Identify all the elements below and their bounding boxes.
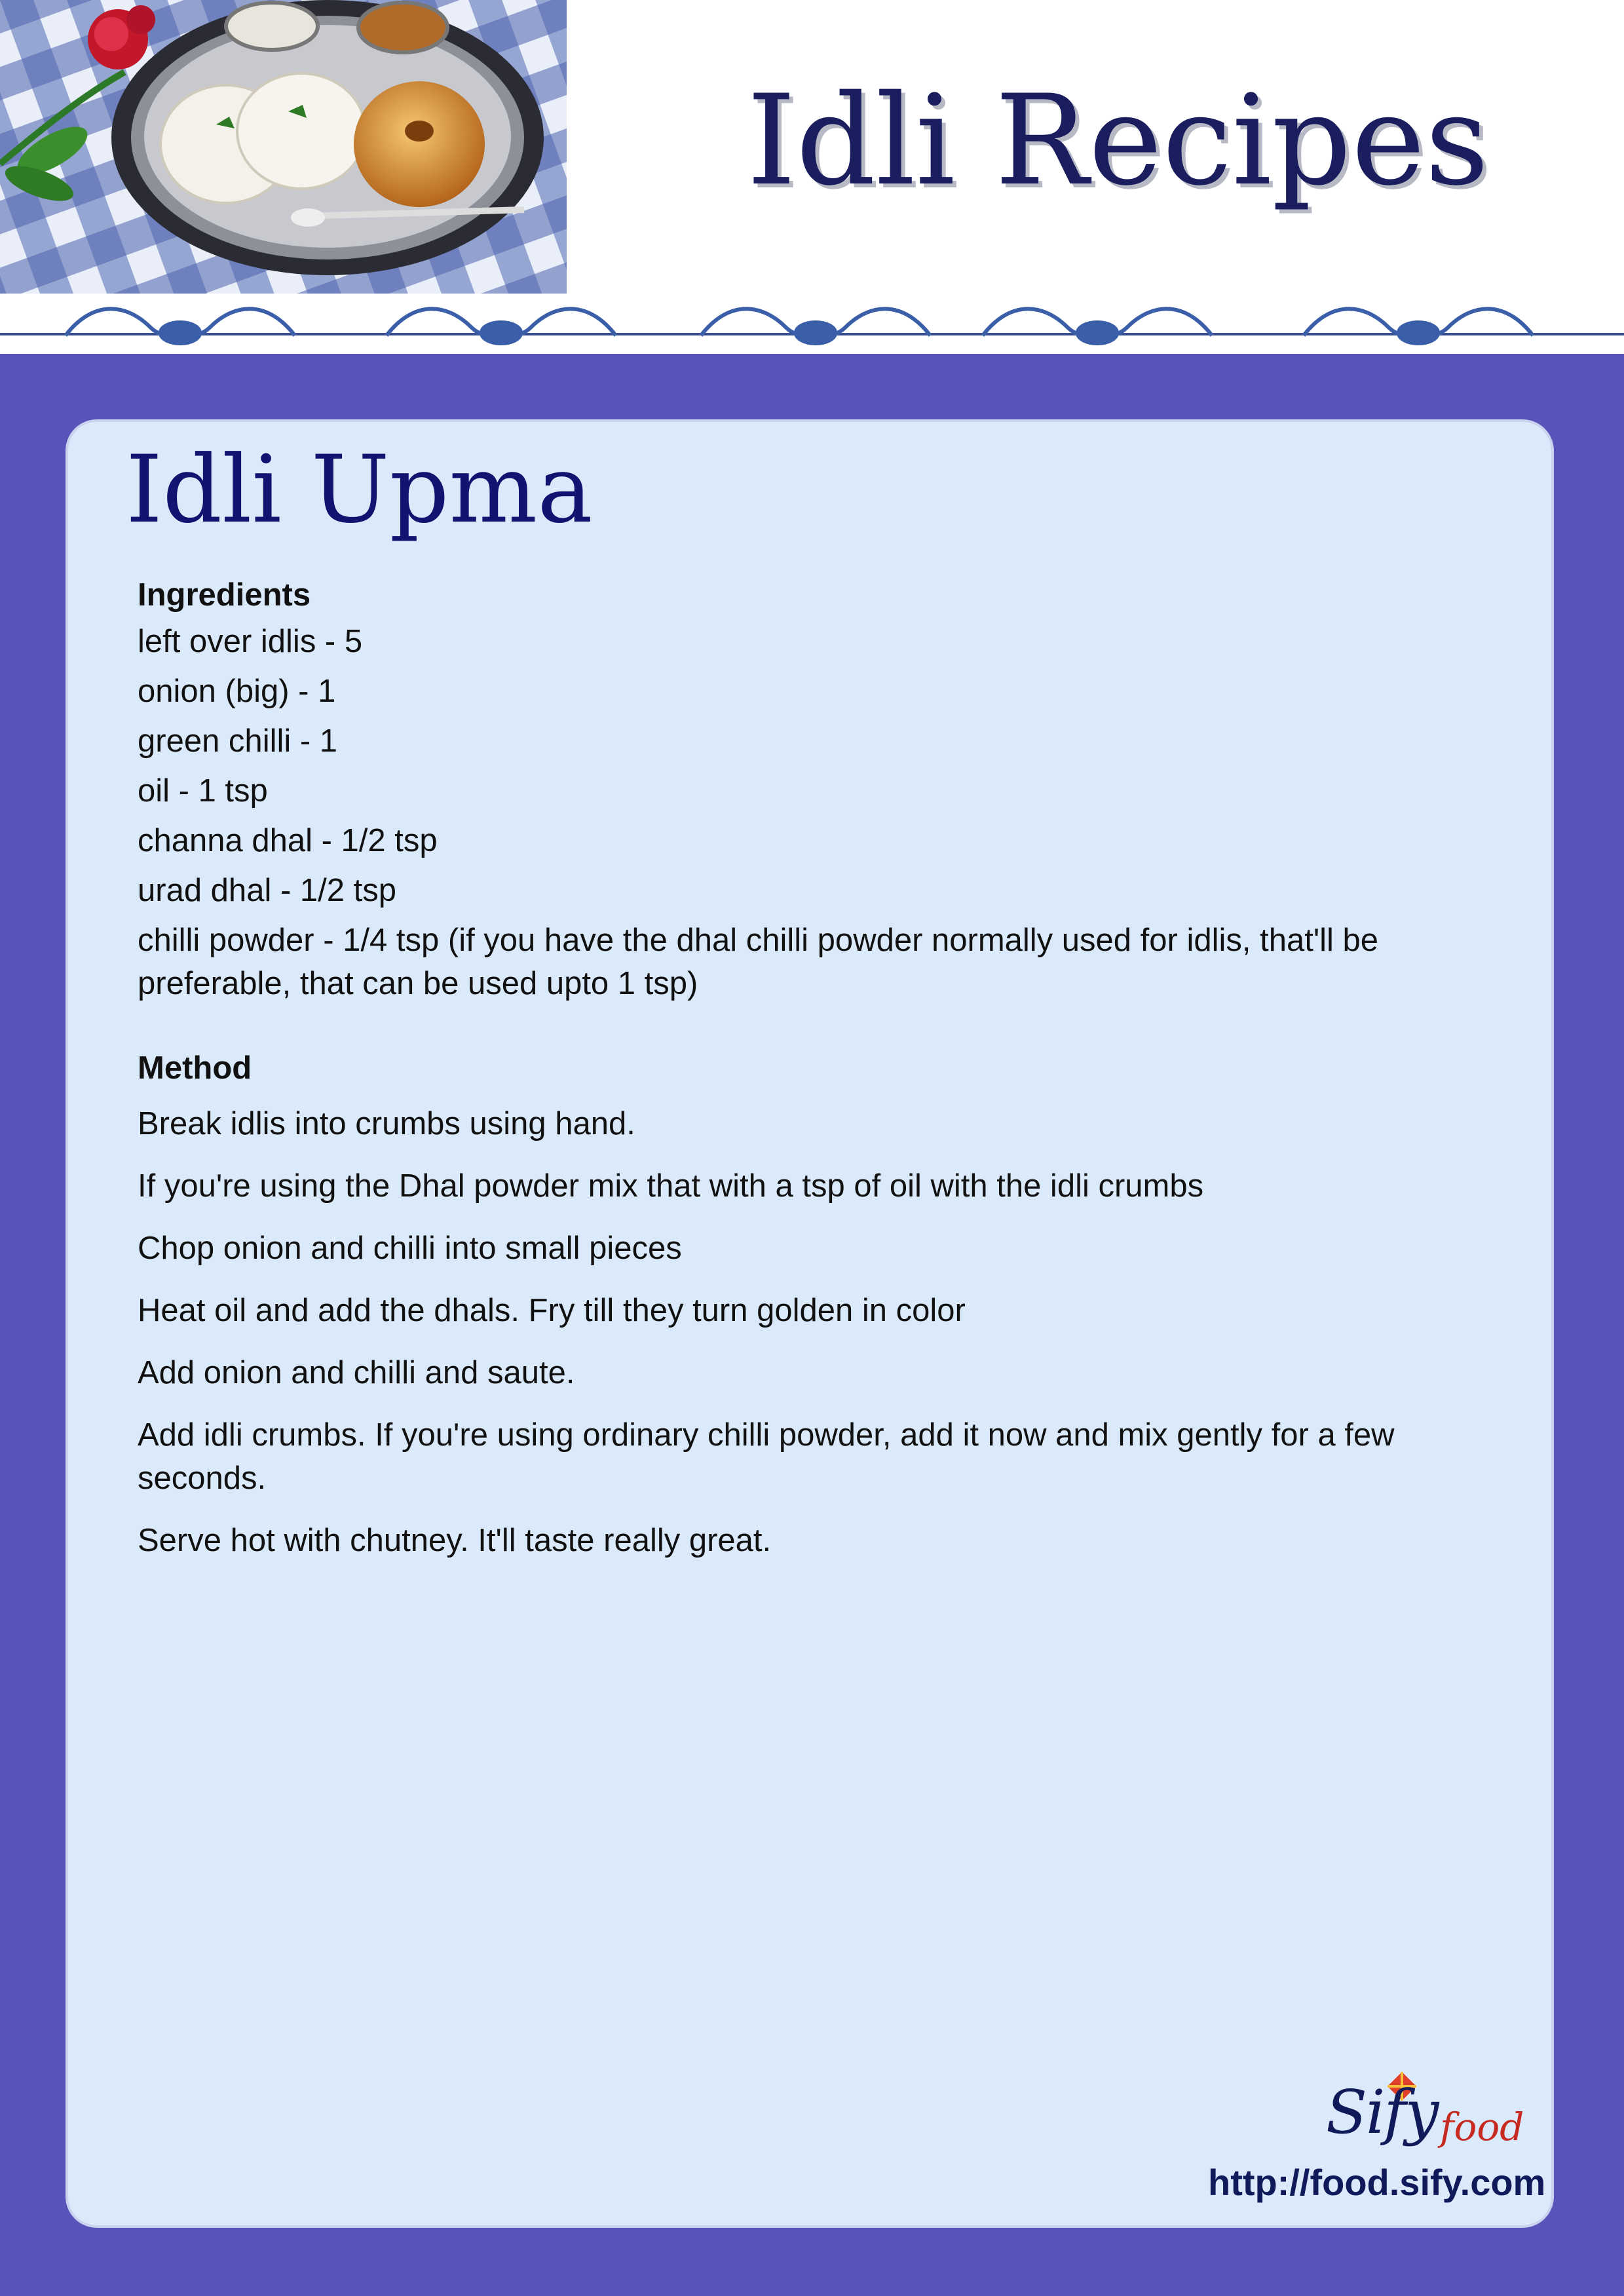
ingredient-item: channa dhal - 1/2 tsp [138,823,438,858]
brand-url[interactable]: http://food.sify.com [1208,2162,1546,2203]
method-list [138,1102,1500,1562]
ingredient-item: green chilli - 1 [138,723,338,759]
sify-food-logo [1179,2044,1546,2208]
recipe-body [138,570,1500,1581]
method-step: If you're using the Dhal powder mix that with a tsp of oil with the idli crumbs [138,1168,1204,1204]
ingredient-item: urad dhal - 1/2 tsp [138,873,396,908]
ingredient-item: oil - 1 tsp [138,773,268,809]
site-title: Idli Recipes [747,68,1489,213]
method-step: Serve hot with chutney. It'll taste really great. [138,1523,772,1558]
method-heading: Method [138,1050,252,1086]
method-step: Break idlis into crumbs using hand. [138,1106,635,1141]
method-step: Heat oil and add the dhals. Fry till they turn golden in color [138,1293,966,1328]
recipe-title: Idli Upma [126,436,593,544]
ingredients-list [138,620,1500,1005]
method-step: Chop onion and chilli into small pieces [138,1231,682,1266]
method-step: Add idli crumbs. If you're using ordinary chilli powder, add it now and mix gently for a few seconds. [138,1417,1395,1496]
method-step: Add onion and chilli and saute. [138,1355,575,1390]
brand-sub: food [1440,2105,1524,2149]
ingredient-item: left over idlis - 5 [138,624,363,659]
food-photo [0,0,567,294]
ingredient-item: onion (big) - 1 [138,674,336,709]
ingredient-item: chilli powder - 1/4 tsp (if you have the dhal chilli powder normally used for idlis, that'll be preferable, that can be used upto 1 tsp) [138,923,1379,1001]
page-header [0,0,1624,354]
ingredients-heading: Ingredients [138,577,311,613]
brand-name: Sify [1326,2077,1438,2147]
decorative-border [0,295,1624,354]
